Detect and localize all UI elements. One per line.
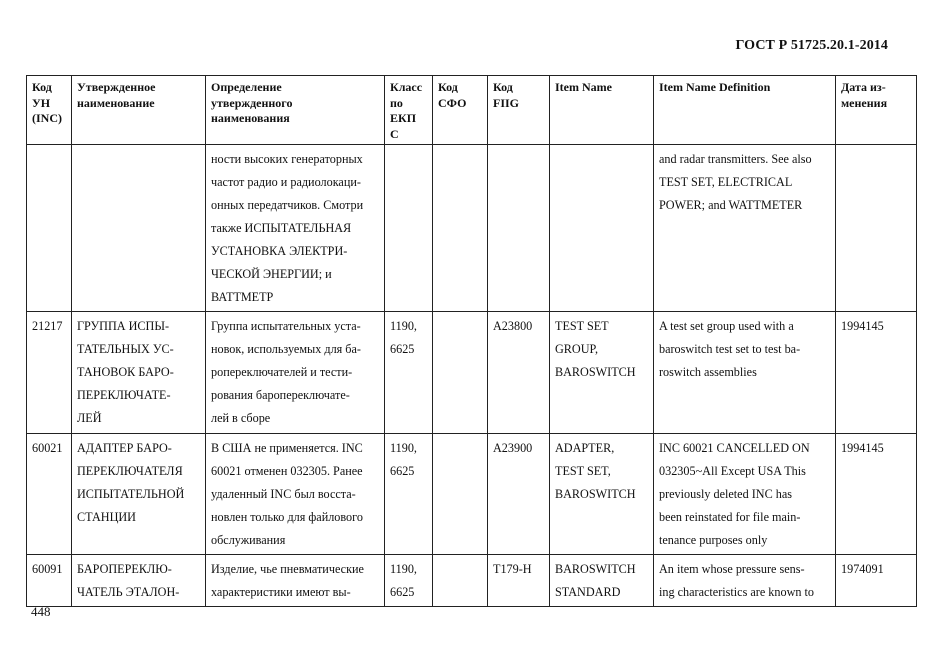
cell-inc: 60021 [27,434,72,555]
cell-definition: Группа испытательных уста- новок, используемых для ба- ропереключателей и тести- рования баропереключате- лей в сборе [206,312,385,434]
col-header-class: Класс по ЕКП С [385,76,433,145]
cell-item-definition: A test set group used with a baroswitch test set to test ba- roswitch assemblies [654,312,836,434]
col-header-inc: Код УН (INC) [27,76,72,145]
cell-inc [27,145,72,312]
cell-item-definition: INC 60021 CANCELLED ON 032305~All Except USA This previously deleted INC has been reinstated for file main- tenance purposes only [654,434,836,555]
cell-fiig: A23800 [488,312,550,434]
cell-sfo [433,555,488,607]
table-row [27,145,917,312]
cell-approved-name [72,145,206,312]
document-header: ГОСТ Р 51725.20.1-2014 [735,38,888,53]
cell-fiig: A23900 [488,434,550,555]
col-header-item-name: Item Name [550,76,654,145]
cell-class: 1190, 6625 [385,555,433,607]
cell-item-definition: and radar transmitters. See also TEST SET, ELECTRICAL POWER; and WATTMETER [654,145,836,312]
cell-item-definition: An item whose pressure sens- ing characteristics are known to [654,555,836,607]
col-header-approved-name: Утвержденное наименование [72,76,206,145]
table-row [27,312,917,434]
table-header-row [27,76,917,145]
table-row [27,555,917,607]
cell-item-name: TEST SET GROUP, BAROSWITCH [550,312,654,434]
cell-sfo [433,145,488,312]
col-header-fiig: Код FIIG [488,76,550,145]
cell-inc: 60091 [27,555,72,607]
col-header-sfo: Код СФО [433,76,488,145]
cell-class: 1190, 6625 [385,434,433,555]
cell-approved-name: БАРОПЕРЕКЛЮ- ЧАТЕЛЬ ЭТАЛОН- [72,555,206,607]
cell-sfo [433,434,488,555]
cell-fiig: T179-H [488,555,550,607]
cell-date: 1994145 [836,312,917,434]
cell-definition: Изделие, чье пневматические характеристики имеют вы- [206,555,385,607]
cell-date: 1974091 [836,555,917,607]
cell-item-name: BAROSWITCH STANDARD [550,555,654,607]
cell-item-name: ADAPTER, TEST SET, BAROSWITCH [550,434,654,555]
cell-definition: ности высоких генераторных частот радио и радиолокаци- онных передатчиков. Смотри также ИСПЫТАТЕЛЬНАЯ УСТАНОВКА ЭЛЕКТРИ- ЧЕСКОЙ ЭНЕРГИИ; и ВАТТМЕТР [206,145,385,312]
cell-approved-name: ГРУППА ИСПЫ- ТАТЕЛЬНЫХ УС- ТАНОВОК БАРО- ПЕРЕКЛЮЧАТЕ- ЛЕЙ [72,312,206,434]
cell-date [836,145,917,312]
cell-definition: В США не применяется. INC 60021 отменен 032305. Ранее удаленный INC был восста- новлен только для файлового обслуживания [206,434,385,555]
cell-class: 1190, 6625 [385,312,433,434]
cell-inc: 21217 [27,312,72,434]
col-header-definition: Определение утвержденного наименования [206,76,385,145]
col-header-item-definition: Item Name Definition [654,76,836,145]
inc-table [26,75,917,607]
cell-fiig [488,145,550,312]
cell-date: 1994145 [836,434,917,555]
cell-sfo [433,312,488,434]
cell-item-name [550,145,654,312]
page-number: 448 [31,604,51,619]
table-row [27,434,917,555]
cell-approved-name: АДАПТЕР БАРО- ПЕРЕКЛЮЧАТЕЛЯ ИСПЫТАТЕЛЬНОЙ СТАНЦИИ [72,434,206,555]
cell-class [385,145,433,312]
col-header-date: Дата из- менения [836,76,917,145]
